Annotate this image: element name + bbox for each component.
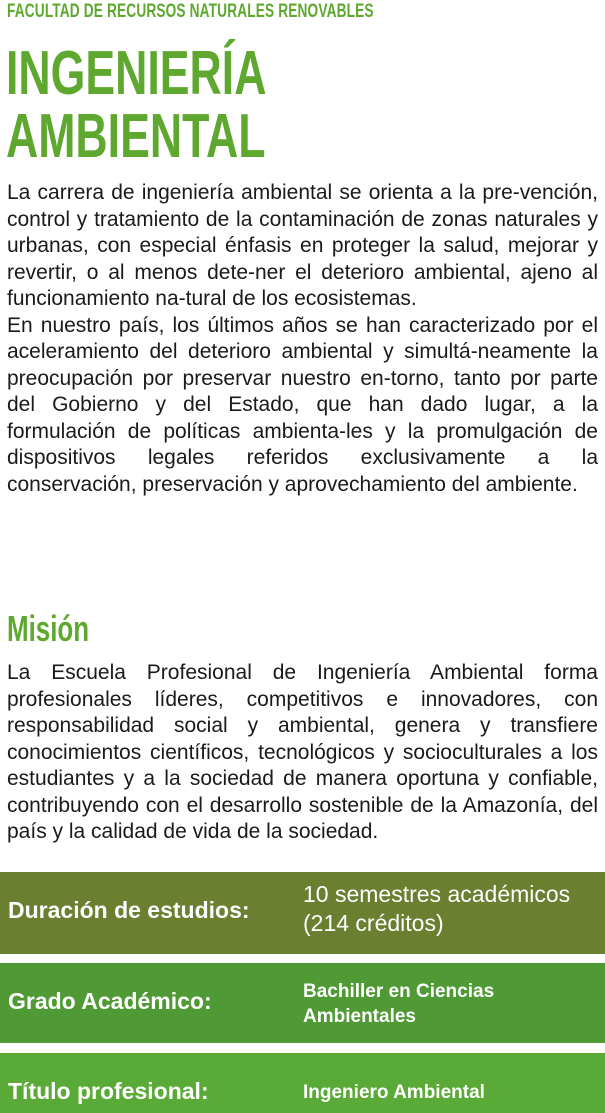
mission-text: La Escuela Profesional de Ingeniería Ambiental forma profesionales líderes, competitivos e innovadores, con responsabilidad social y ambiental, genera y transfiere conocimientos científicos, tecnológicos y socioculturales a los estudiantes y a la sociedad de manera oportuna y confiable, contribuyendo con el desarrollo sostenible de la Amazonía, del país y la calidad de vida de la sociedad. — [7, 661, 598, 843]
duration-bar — [0, 872, 605, 954]
page-title — [6, 39, 267, 171]
duration-value-line1: 10 semestres académicos — [303, 881, 571, 907]
page-title-line1: INGENIERÍA — [6, 39, 267, 108]
intro-section — [7, 180, 598, 498]
mission-heading: Misión — [7, 608, 90, 649]
professional-title-bar — [0, 1053, 605, 1113]
duration-value-line2: (214 créditos) — [303, 910, 444, 936]
intro-paragraph-2: En nuestro país, los últimos años se han caracterizado por el aceleramiento del deterioro ambiental y simultá-neamente la preocupación por preservar nuestro en-torno, tanto por parte del Gobierno y del Estado, que han dado lugar, a la formulación de políticas ambienta-les y la promulgación de dispositivos legales referidos exclusivamente a la conservación, preservación y aprovechamiento del ambiente. — [7, 313, 598, 496]
degree-value-line2: Ambientales — [303, 1006, 416, 1027]
duration-label: Duración de estudios: — [8, 897, 250, 923]
duration-value — [303, 880, 603, 938]
professional-title-label: Título profesional: — [8, 1078, 209, 1104]
degree-value — [303, 979, 583, 1029]
degree-bar — [0, 963, 605, 1043]
degree-label: Grado Académico: — [8, 988, 212, 1014]
page-title-line2: AMBIENTAL — [6, 102, 266, 171]
faculty-name: FACULTAD DE RECURSOS NATURALES RENOVABLES — [7, 1, 374, 22]
intro-paragraph-1: La carrera de ingeniería ambiental se orienta a la pre-vención, control y tratamiento de la contaminación de zonas naturales y urbanas, con especial énfasis en proteger la salud, mejorar y revertir, o al menos dete-ner el deterioro ambiental, ajeno al funcionamiento na-tural de los ecosistemas. — [7, 181, 598, 310]
degree-value-line1: Bachiller en Ciencias — [303, 981, 495, 1002]
professional-title-value: Ingeniero Ambiental — [303, 1082, 485, 1103]
